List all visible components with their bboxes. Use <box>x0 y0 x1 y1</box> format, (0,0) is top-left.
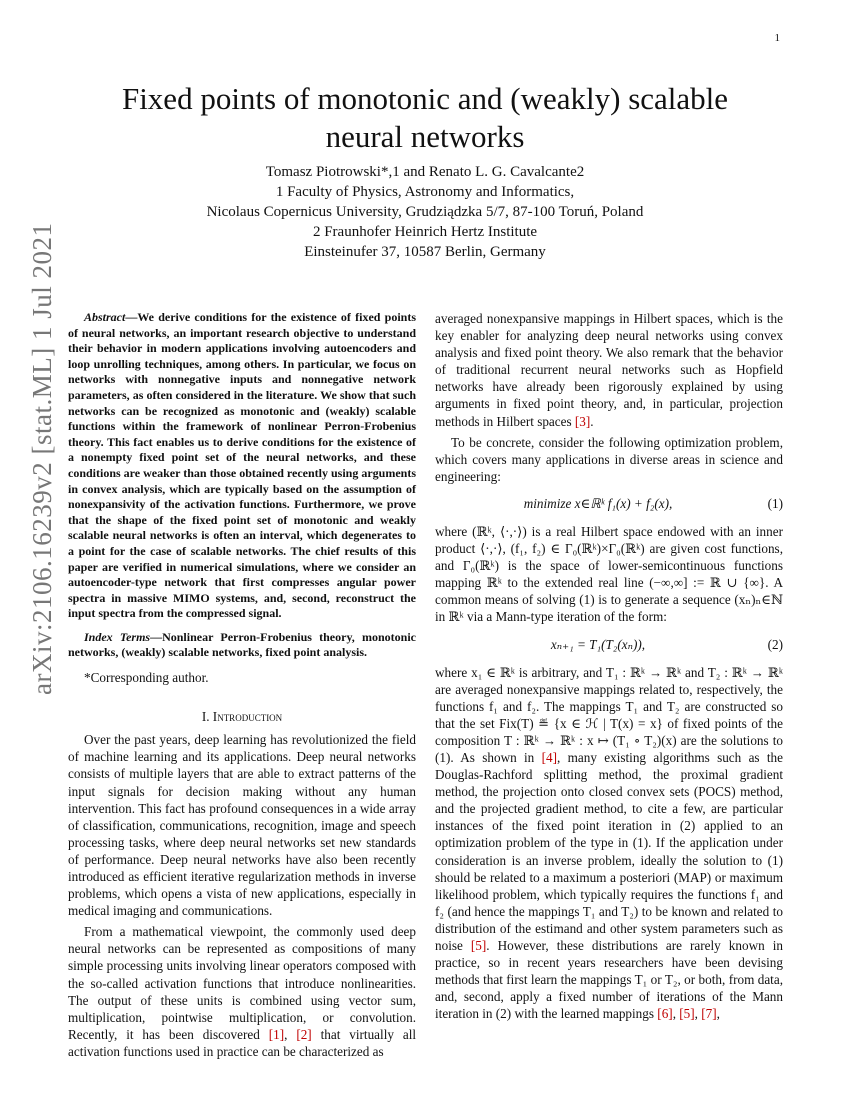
right-paragraph-1-text: averaged nonexpansive mappings in Hilbert spaces, which is the key enabler for analyzing deep neural networks using convex analysis and fixed point theory. We also remark that the behavior of traditional recurrent neural networks such as Hopfield networks have already been rigorously explained by using arguments in fixed point theory, and, in particular, projection methods in Hilbert spaces <box>435 311 783 429</box>
author-block <box>60 162 790 262</box>
author-names: Tomasz Piotrowski*,1 and Renato L. G. Cavalcante2 <box>265 164 585 180</box>
affiliation-1-address: Nicolaus Copernicus University, Grudziądzka 5/7, 87-100 Toruń, Poland <box>206 204 644 220</box>
intro-paragraph-1: Over the past years, deep learning has revolutionized the field of machine learning and its applications. Deep neural networks consists of multiple layers that are able to extract patterns of the input signals for decision making without any human intervention. This fact has profound consequences in a wide array of classification, communications, recognition, image and speech processing tasks, where deep neural networks set new standards of performance. Deep neural networks have also been recently introduced as efficient iterative regularization methods in inverse problems, which opens a vista of new applications, especially in medical imaging and communications. <box>68 732 416 919</box>
right-paragraph-2: To be concrete, consider the following optimization problem, which covers many applications in diverse areas in science and engineering: <box>435 434 783 484</box>
intro-paragraph-2-text-b: that virtually all activation functions used in practice can be characterized as <box>68 1026 417 1059</box>
citation-3[interactable]: [3] <box>574 413 591 429</box>
affiliation-2: 2 Fraunhofer Heinrich Hertz Institute <box>312 224 538 240</box>
abstract <box>68 310 416 622</box>
equation-1 <box>435 495 783 513</box>
citation-4[interactable]: [4] <box>541 749 557 765</box>
equation-2-number: (2) <box>767 636 783 652</box>
abstract-label: Abstract <box>84 310 126 324</box>
intro-paragraph-2-text-a: From a mathematical viewpoint, the commonly used deep neural networks can be represented as compositions of many simple processing units involving linear operators composed with the so-called activation functions that introduce nonlinearities. The output of these units is combined using vector sum, multiplication, pointwise multiplication, or convolution. Recently, it has been discovered <box>68 924 416 1042</box>
title-line-2: neural networks <box>325 119 525 154</box>
section-heading-introduction: I. Introduction <box>201 709 283 725</box>
index-terms <box>68 630 416 661</box>
citation-1[interactable]: [1] <box>268 1026 285 1042</box>
right-paragraph-3: where (ℝᵏ, ⟨·,·⟩) is a real Hilbert space endowed with an inner product ⟨·,·⟩, (f₁, f₂) ∈ Γ₀(ℝᵏ)×Γ₀(ℝᵏ) are given cost functions, and Γ₀(ℝᵏ) is the space of lower-semicontinuous functions mapping ℝᵏ to the extended real line (−∞,∞] := ℝ ∪ {∞}. A common means of solving (1) is to generate a sequence (xₙ)ₙ∈ℕ in ℝᵏ via a Mann-type iteration of the form: <box>435 523 783 625</box>
title-line-1: Fixed points of monotonic and (weakly) scalable <box>121 81 729 116</box>
equation-1-number: (1) <box>767 496 783 512</box>
equation-2 <box>435 636 783 654</box>
citation-5b[interactable]: [5] <box>679 1006 695 1022</box>
index-terms-text: —Nonlinear Perron-Frobenius theory, monotonic networks, (weakly) scalable networks, fixed point analysis. <box>68 629 416 660</box>
equation-1-body: minimize x∈ℝᵏ f₁(x) + f₂(x), <box>523 496 673 512</box>
arxiv-identifier: arXiv:2106.16239v2 [stat.ML] 1 Jul 2021 <box>27 222 57 695</box>
citation-6[interactable]: [6] <box>657 1006 673 1022</box>
left-column <box>68 310 416 1060</box>
citation-5[interactable]: [5] <box>470 938 487 953</box>
citation-7[interactable]: [7] <box>701 1006 717 1022</box>
corresponding-author-note: *Corresponding author. <box>84 670 209 686</box>
page-number: 1 <box>774 32 780 44</box>
citation-2[interactable]: [2] <box>296 1026 312 1042</box>
right-paragraph-4-text-b: , many existing algorithms such as the Douglas-Rachford splitting method, the proximal gradient method, the projection onto closed convex sets (POCS) method, and the projected gradient method, to cite a few, are particular instances of the fixed point iteration in (2) applied to an optimization problem of the type in (1). If the application under consideration is an inverse problem, ideally the solution to (1) should be related to a maximum a posteriori (MAP) or maximum likelihood problem, which typically requires the functions f₁ and f₂ (and hence the mappings T₁ and T₂) to be known and related to distribution of the estimand and other system parameters such as noise <box>435 749 783 953</box>
index-terms-label: Index Terms <box>84 629 151 644</box>
affiliation-2-address: Einsteinufer 37, 10587 Berlin, Germany <box>304 244 546 260</box>
affiliation-1: 1 Faculty of Physics, Astronomy and Informatics, <box>275 184 575 200</box>
paper-title <box>60 80 790 156</box>
right-paragraph-1: averaged nonexpansive mappings in Hilbert spaces, which is the key enabler for analyzing deep neural networks using convex analysis and fixed point theory. We also remark that the behavior of traditional recurrent neural networks such as Hopfield networks have already been rigorously explained by using arguments in fixed point theory, and, in particular, projection methods in Hilbert spaces [3]. <box>435 311 783 429</box>
intro-paragraph-2: From a mathematical viewpoint, the commonly used deep neural networks can be represented as compositions of many simple processing units involving linear operators composed with the so-called activation functions that introduce nonlinearities. The output of these units is combined using vector sum, multiplication, pointwise multiplication, or convolution. Recently, it has been discovered [1], [2] that virtually all activation functions used in practice can be characterized as <box>68 924 417 1059</box>
abstract-text: —We derive conditions for the existence of fixed points of neural networks, an important research objective to understand their behavior in modern applications involving autoencoders and loop unrolling techniques, among others. In particular, we focus on networks with nonnegative inputs and nonnegative network parameters, as often considered in the literature. We show that such networks can be recognized as monotonic and (weakly) scalable functions within the framework of nonlinear Perron-Frobenius theory. This fact enables us to derive conditions for the existence of a nonempty fixed point set of the neural networks, and these conditions are weaker than those obtained recently using arguments in convex analysis, which are typically based on the assumption of nonexpansivity of the activation functions. Furthermore, we prove that the shape of the fixed point set of monotonic and weakly scalable neural networks is often an interval, which degenerates to a point for the case of scalable networks. The chief results of this paper are verified in numerical simulations, where we consider an autoencoder-type network that first compresses angular power spectra in massive MIMO systems, and, second, reconstruct the input spectra from the compressed signal. <box>68 310 417 621</box>
right-paragraph-4-text-c: . However, these distributions are rarely known in practice, so in recent years researchers have been devising methods that first learn the mappings T₁ or T₂, or both, from data, and, second, apply a fixed number of iterations of the Mann iteration in (2) with the learned mappings <box>435 938 783 1022</box>
equation-2-body: xₙ₊₁ = T₁(T₂(xₙ)), <box>550 636 646 652</box>
right-paragraph-4-text-d: , <box>716 1006 720 1022</box>
right-paragraph-4: where x₁ ∈ ℝᵏ is arbitrary, and T₁ : ℝᵏ → ℝᵏ and T₂ : ℝᵏ → ℝᵏ are averaged nonexpansive mappings related to, respectively, the functions f₁ and f₂. The mappings T₁ and T₂ are constructed so that the set Fix(T) ≝ {x ∈ ℋ | T(x) = x} of fixed points of the composition T : ℝᵏ → ℝᵏ : x ↦ (T₁ ∘ T₂)(x) are the solutions to (1). As shown in [4], many existing algorithms such as the Douglas-Rachford splitting method, the proximal gradient method, the projection onto closed convex sets (POCS) method, and the projected gradient method, to cite a few, are particular instances of the fixed point iteration in (2) applied to an optimization problem of the type in (1). If the application under consideration is an inverse problem, ideally the solution to (1) should be related to a maximum a posteriori (MAP) or maximum likelihood problem, which typically requires the functions f₁ and f₂ (and hence the mappings T₁ and T₂) to be known and related to distribution of the estimand and other system parameters such as noise [5]. However, these distributions are rarely known in practice, so in recent years researchers have been devising methods that first learn the mappings T₁ or T₂, or both, from data, and, second, apply a fixed number of iterations of the Mann iteration in (2) with the learned mappings [6], [5], [7], <box>435 664 783 1022</box>
right-paragraph-4-text-a: where x₁ ∈ ℝᵏ is arbitrary, and T₁ : ℝᵏ → ℝᵏ and T₂ : ℝᵏ → ℝᵏ are averaged nonexpansive mappings related to, respectively, the functions f₁ and f₂. The mappings T₁ and T₂ are constructed so that the set Fix(T) ≝ {x ∈ ℋ | T(x) = x} of fixed points of the composition T : ℝᵏ → ℝᵏ : x ↦ (T₁ ∘ T₂)(x) are the solutions to (1). As shown in <box>435 664 783 765</box>
right-column <box>435 310 783 1022</box>
